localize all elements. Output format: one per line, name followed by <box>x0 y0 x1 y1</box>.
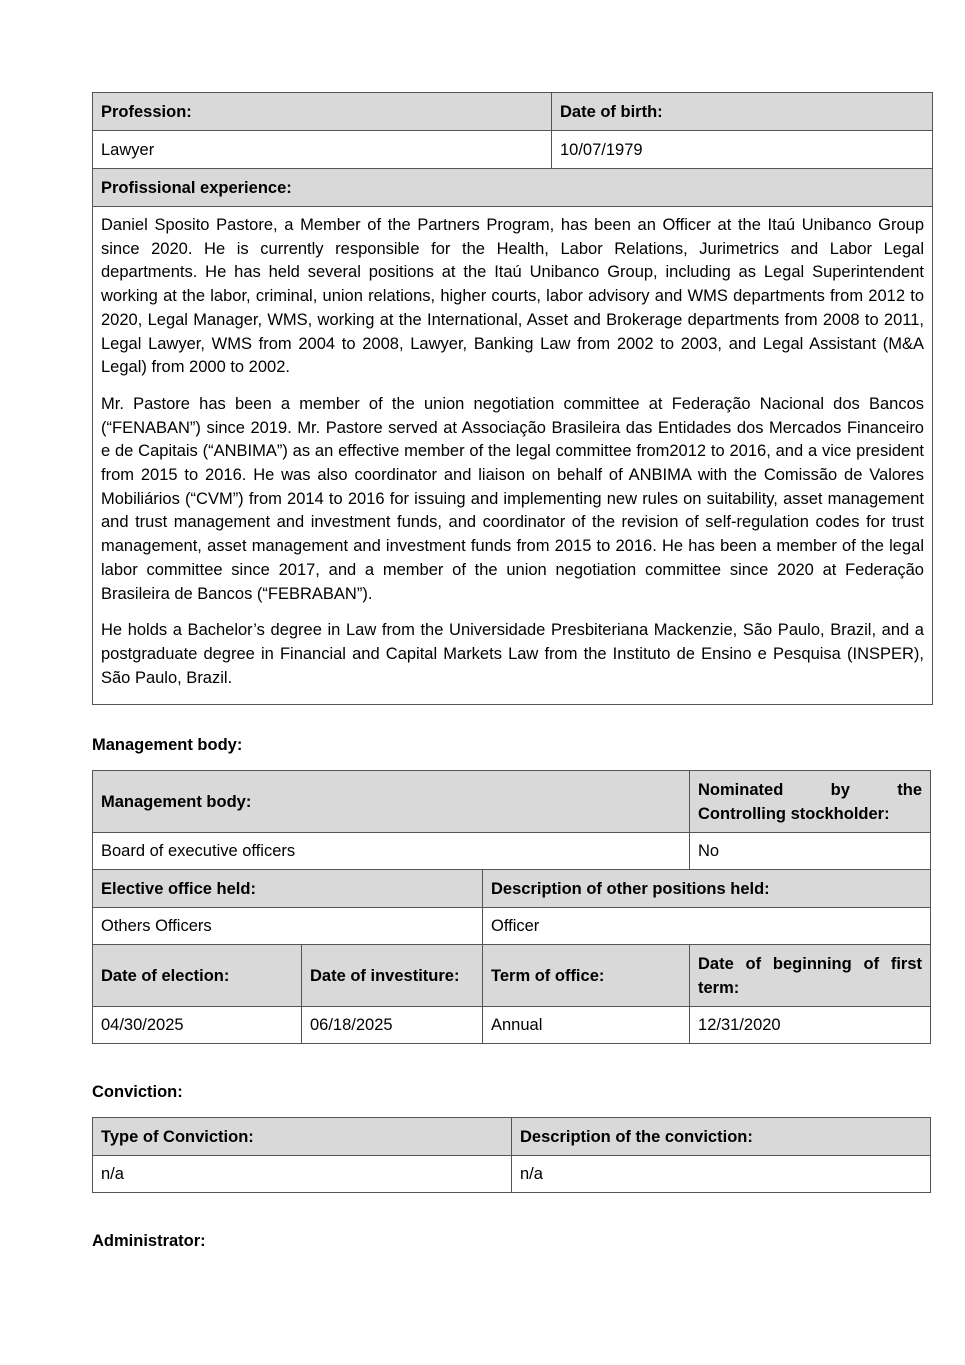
experience-text <box>93 207 933 705</box>
experience-paragraph: Daniel Sposito Pastore, a Member of the Partners Program, has been an Officer at the Itaú Unibanco Group since 2020. He is currently responsible for the Health, Labor Relations, Jurimetrics and Labor Legal departments. He has held several positions at the Itaú Unibanco Group, including as Legal Superintendent working at the labor, criminal, union relations, higher courts, labor advisory and WMS departments from 2012 to 2020, Legal Manager, WMS, working at the International, Asset and Brokerage departments from 2008 to 2011, Legal Lawyer, WMS from 2004 to 2008, Lawyer, Banking Law from 2002 to 2003, and Legal Assistant (M&A Legal) from 2000 to 2002. <box>101 216 924 377</box>
administrator-section-title: Administrator: <box>92 1232 206 1250</box>
conviction-description-value: n/a <box>512 1156 931 1193</box>
conviction-section-title: Conviction: <box>92 1083 183 1101</box>
profession-label: Profession: <box>93 93 552 131</box>
profession-value: Lawyer <box>93 131 552 169</box>
management-section-title: Management body: <box>92 736 243 754</box>
management-table <box>92 770 931 1044</box>
experience-label: Profissional experience: <box>93 169 933 207</box>
investiture-date-label: Date of investiture: <box>302 945 483 1007</box>
conviction-description-label: Description of the conviction: <box>512 1118 931 1156</box>
experience-paragraph: Mr. Pastore has been a member of the union negotiation committee at Federação Nacional dos Bancos (“FENABAN”) since 2019. Mr. Pastore served at Associação Brasileira das Entidades dos Mercados Financeiro e de Capitais (“ANBIMA”) as an effective member of the legal committee from2012 to 2016, and a vice president from 2015 to 2016. He was also coordinator and liaison on behalf of ANBIMA with the Comissão de Valores Mobiliários (“CVM”) from 2014 to 2016 for issuing and implementing new rules on suitability, asset management and trust management and investment funds, and coordinator of the revision of self-regulation codes for trust management, asset management and investment funds from 2015 to 2016. He has been a member of the legal labor committee since 2017, and a member of the union negotiation committee since 2020 at Federação Brasileira de Bancos (“FEBRABAN”). <box>101 394 924 603</box>
dob-value: 10/07/1979 <box>552 131 933 169</box>
conviction-table <box>92 1117 931 1193</box>
personal-info-table <box>92 92 933 705</box>
conviction-type-value: n/a <box>93 1156 512 1193</box>
management-body-label: Management body: <box>93 771 690 833</box>
other-positions-label: Description of other positions held: <box>483 870 931 908</box>
investiture-date-value: 06/18/2025 <box>302 1007 483 1044</box>
elective-office-label: Elective office held: <box>93 870 483 908</box>
election-date-value: 04/30/2025 <box>93 1007 302 1044</box>
first-term-label: Date of beginning of first term: <box>690 945 931 1007</box>
term-label: Term of office: <box>483 945 690 1007</box>
dob-label: Date of birth: <box>552 93 933 131</box>
nominated-value: No <box>690 833 931 870</box>
conviction-type-label: Type of Conviction: <box>93 1118 512 1156</box>
other-positions-value: Officer <box>483 908 931 945</box>
management-body-value: Board of executive officers <box>93 833 690 870</box>
nominated-label: Nominated by the Controlling stockholder: <box>690 771 931 833</box>
election-date-label: Date of election: <box>93 945 302 1007</box>
first-term-value: 12/31/2020 <box>690 1007 931 1044</box>
experience-paragraph: He holds a Bachelor’s degree in Law from the Universidade Presbiteriana Mackenzie, São Paulo, Brazil, and a postgraduate degree in Financial and Capital Markets Law from the Instituto de Ensino e Pesquisa (INSPER), São Paulo, Brazil. <box>101 621 924 687</box>
elective-office-value: Others Officers <box>93 908 483 945</box>
term-value: Annual <box>483 1007 690 1044</box>
